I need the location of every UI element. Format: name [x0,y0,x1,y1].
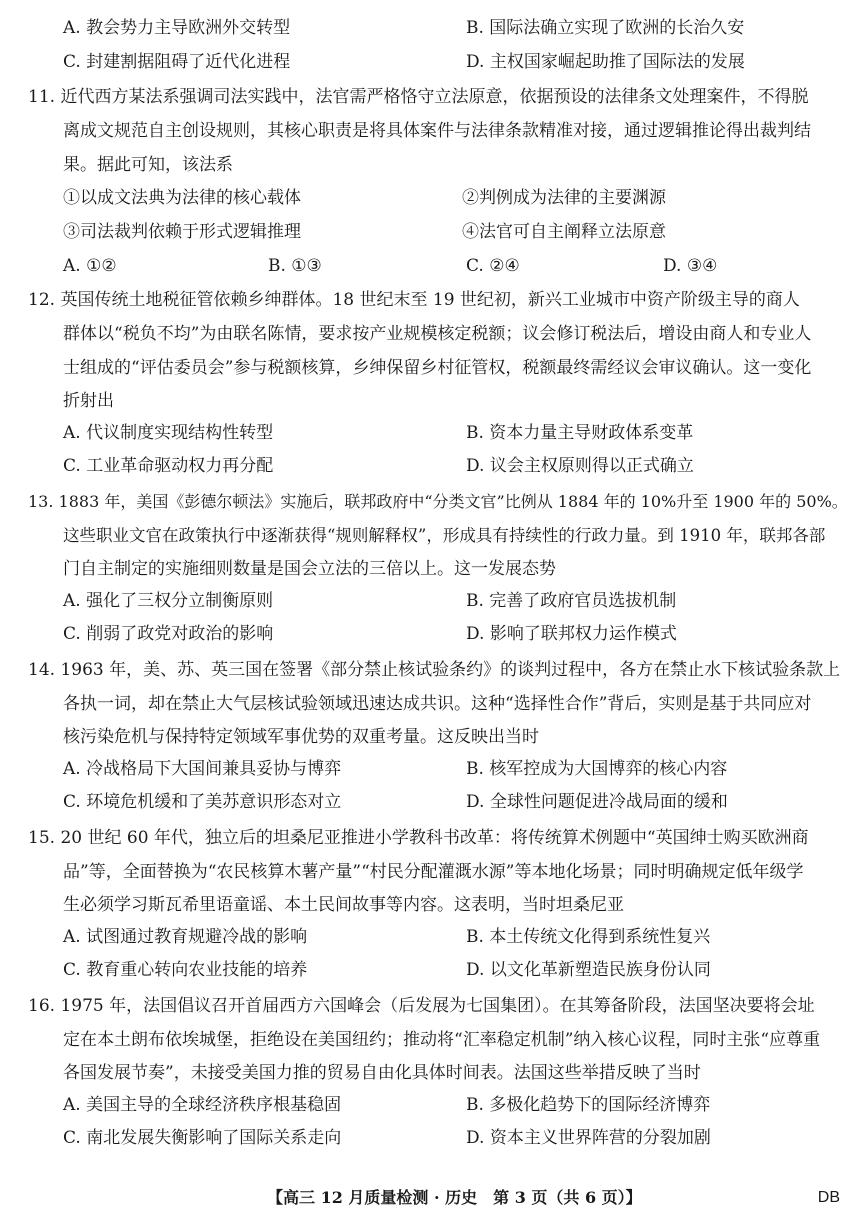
q16-option-b: B. 多极化趋势下的国际经济博弈 [466,1095,711,1115]
q12-option-a: A. 代议制度实现结构性转型 [63,423,274,443]
page-footer [0,1186,868,1210]
q15-option-b: B. 本土传统文化得到系统性复兴 [466,927,711,947]
q15-stem-line-2: 品”等，全面替换为“农民核算木薯产量”“村民分配灌溉水源”等本地化场景；同时明确规定低年级学 [63,862,804,882]
q16-option-d: D. 资本主义世界阵营的分裂加剧 [466,1128,711,1148]
q11-option-a: A. ①② [63,256,117,276]
q11-item-3: ③司法裁判依赖于形式逻辑推理 [63,222,301,242]
footer-code: DB [817,1189,840,1206]
q12-option-d: D. 议会主权原则得以正式确立 [466,456,694,476]
q10-option-d: D. 主权国家崛起助推了国际法的发展 [466,52,745,72]
q10-option-c: C. 封建割据阻碍了近代化进程 [63,52,291,72]
footer-title: 【高三 12 月质量检测 · 历史 第 3 页（共 6 页）】 [267,1188,642,1207]
q12-option-c: C. 工业革命驱动权力再分配 [63,456,274,476]
q12-stem-line-4: 折射出 [63,391,114,411]
q11-item-1: ①以成文法典为法律的核心载体 [63,188,301,208]
q11-stem-line-2: 离成文规范自主创设规则，其核心职责是将具体案件与法律条款精准对接，通过逻辑推论得出裁判结 [63,121,811,141]
q15-stem-line-3: 生必须学习斯瓦希里语童谣、本土民间故事等内容。这表明，当时坦桑尼亚 [63,895,624,915]
q11-stem-line-3: 果。据此可知，该法系 [63,155,233,175]
q14-option-b: B. 核军控成为大国博弈的核心内容 [466,759,728,779]
q12-stem-line-2: 群体以“税负不均”为由联名陈情，要求按产业规模核定税额；议会修订税法后，增设由商人和专业人 [63,324,812,344]
q14-stem-line-2: 各执一词，却在禁止大气层核试验领域迅速达成共识。这种“选择性合作”背后，实则是基于共同应对 [63,694,812,714]
q11-stem-line-1: 11. 近代西方某法系强调司法实践中，法官需严格恪守立法原意，依据预设的法律条文处理案件，不得脱 [28,87,809,107]
q14-stem-line-3: 核污染危机与保持特定领域军事优势的双重考量。这反映出当时 [63,727,539,747]
q12-option-b: B. 资本力量主导财政体系变革 [466,423,694,443]
q10-option-a: A. 教会势力主导欧洲外交转型 [63,18,291,38]
q16-stem-line-2: 定在本土朗布依埃城堡，拒绝设在美国纽约；推动将“汇率稳定机制”纳入核心议程，同时主张“应尊重 [63,1030,821,1050]
q14-option-a: A. 冷战格局下大国间兼具妥协与博弈 [63,759,342,779]
q15-option-a: A. 试图通过教育规避冷战的影响 [63,927,308,947]
q13-option-d: D. 影响了联邦权力运作模式 [466,624,677,644]
q16-option-a: A. 美国主导的全球经济秩序根基稳固 [63,1095,342,1115]
q16-stem-line-1: 16. 1975 年，法国倡议召开首届西方六国峰会（后发展为七国集团）。在其筹备阶段，法国坚决要将会址 [28,996,815,1016]
q10-option-b: B. 国际法确立实现了欧洲的长治久安 [466,18,745,38]
q11-item-2: ②判例成为法律的主要渊源 [462,188,666,208]
q12-stem-line-3: 士组成的“评估委员会”参与税额核算，乡绅保留乡村征管权，税额最终需经议会审议确认。这一变化 [63,358,812,378]
q13-option-a: A. 强化了三权分立制衡原则 [63,591,274,611]
q15-option-c: C. 教育重心转向农业技能的培养 [63,960,308,980]
q13-stem-line-1: 13. 1883 年，美国《彭德尔顿法》实施后，联邦政府中“分类文官”比例从 1884 年的 10%升至 1900 年的 50%。 [28,492,848,511]
q13-stem-line-2: 这些职业文官在政策执行中逐渐获得“规则解释权”，形成具有持续性的行政力量。到 1910 年，联邦各部 [63,526,826,545]
q14-option-c: C. 环境危机缓和了美苏意识形态对立 [63,792,342,812]
q11-option-d: D. ③④ [663,256,718,276]
q13-stem-line-3: 门自主制定的实施细则数量是国会立法的三倍以上。这一发展态势 [63,559,556,579]
q15-stem-line-1: 15. 20 世纪 60 年代，独立后的坦桑尼亚推进小学教科书改革：将传统算术例题中“英国绅士购买欧洲商 [28,828,809,848]
q12-stem-line-1: 12. 英国传统土地税征管依赖乡绅群体。18 世纪末至 19 世纪初，新兴工业城市中资产阶级主导的商人 [28,290,800,310]
q16-stem-line-3: 各国发展节奏”，未接受美国力推的贸易自由化具体时间表。法国这些举措反映了当时 [63,1063,701,1083]
q14-stem-line-1: 14. 1963 年，美、苏、英三国在签署《部分禁止核试验条约》的谈判过程中，各方在禁止水下核试验条款上 [28,660,841,680]
q11-option-b: B. ①③ [268,256,322,276]
q13-option-b: B. 完善了政府官员选拔机制 [466,591,677,611]
q15-option-d: D. 以文化革新塑造民族身份认同 [466,960,711,980]
q13-option-c: C. 削弱了政党对政治的影响 [63,624,274,644]
q11-item-4: ④法官可自主阐释立法原意 [462,222,666,242]
q16-option-c: C. 南北发展失衡影响了国际关系走向 [63,1128,342,1148]
q14-option-d: D. 全球性问题促进冷战局面的缓和 [466,792,728,812]
q11-option-c: C. ②④ [466,256,520,276]
